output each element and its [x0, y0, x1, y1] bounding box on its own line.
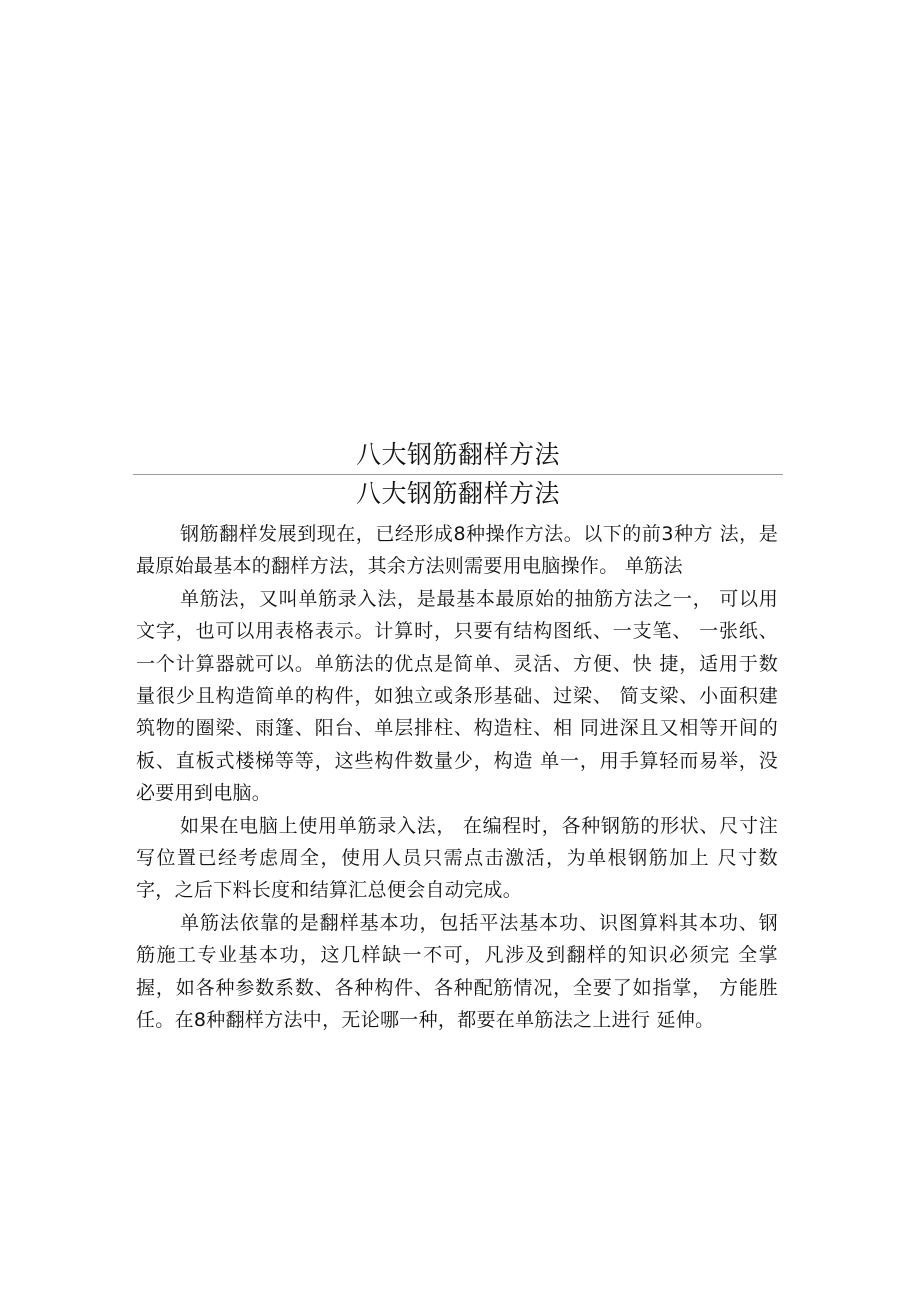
body-text: [136, 518, 778, 1037]
paragraph-3: 如果在电脑上使用单筋录入法， 在编程时，各种钢筋的形状、尺寸注写位置已经考虑周全，使用人员只需点击激活，为单根钢筋加上 尺寸数字，之后下料长度和结算汇总便会自动完成。: [136, 814, 778, 902]
paragraph-2: 单筋法，又叫单筋录入法，是最基本最原始的抽筋方法之一， 可以用文字，也可以用表格表示。计算时，只要有结构图纸、一支笔、 一张纸、一个计算器就可以。单筋法的优点是简单、灵活、方便、快 捷，适用于数量很少且构造简单的构件，如独立或条形基础、过梁、 简支梁、小面积建筑物的圈梁、雨篷、阳台、单层排柱、构造柱、相 同进深且又相等开间的板、直板式楼梯等等，这些构件数量少，构造 单一，用手算轻而易举，没必要用到电脑。: [136, 587, 778, 805]
paragraph-1: 钢筋翻样发展到现在，已经形成8种操作方法。以下的前3种方 法，是最原始最基本的翻样方法，其余方法则需要用电脑操作。 单筋法: [136, 523, 778, 578]
paragraph-4: 单筋法依靠的是翻样基本功，包括平法基本功、识图算料其本功、钢筋施工专业基本功，这几样缺一不可，凡涉及到翻样的知识必须完 全掌握，如各种参数系数、各种构件、各种配筋情况，全要了如指掌， 方能胜任。在8种翻样方法中，无论哪一种，都要在单筋法之上进行 延伸。: [136, 911, 778, 1032]
page-title: 八大钢筋翻样方法: [355, 479, 560, 508]
header-divider: [133, 474, 783, 475]
header-title: 八大钢筋翻样方法: [355, 440, 560, 469]
